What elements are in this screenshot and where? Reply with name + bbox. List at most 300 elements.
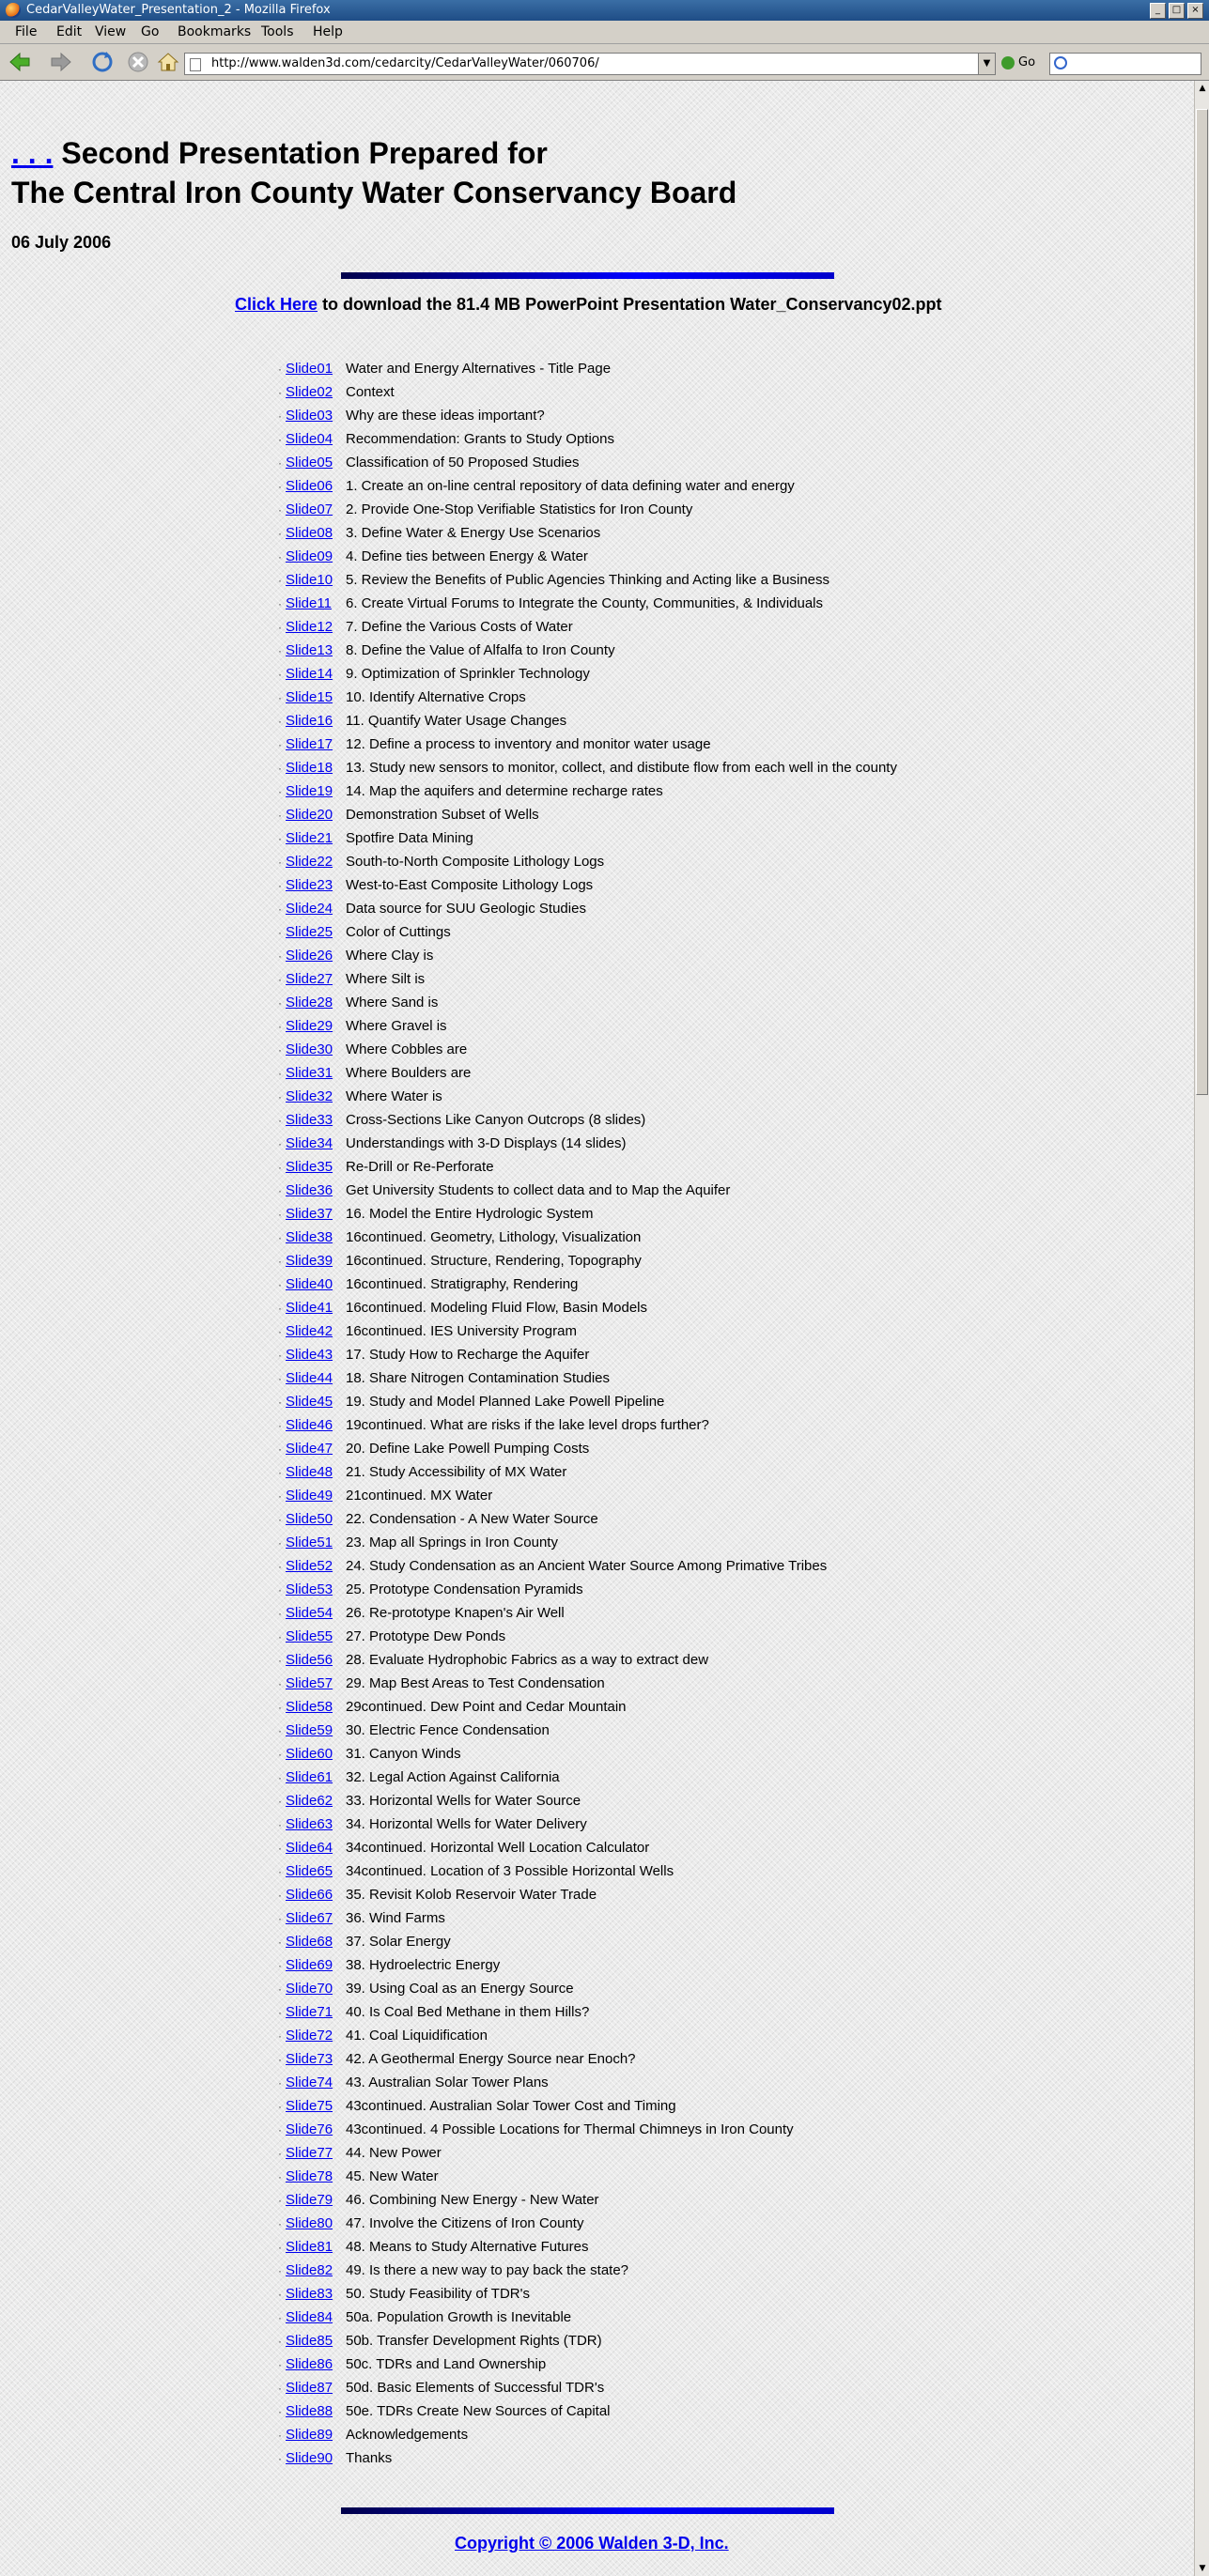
slide-link[interactable]: Slide38 (286, 1229, 333, 1245)
slide-title: 27. Prototype Dew Ponds (346, 1628, 506, 1644)
slide-link[interactable]: Slide09 (286, 548, 333, 564)
slide-link[interactable]: Slide21 (286, 830, 333, 846)
slide-link[interactable]: Slide19 (286, 783, 333, 799)
bullet-icon: · (278, 1466, 282, 1479)
bullet-icon: · (278, 1372, 282, 1385)
bullet-icon: · (278, 809, 282, 822)
home-icon[interactable] (156, 50, 180, 74)
list-item (278, 1719, 897, 1742)
bullet-icon: · (278, 1325, 282, 1338)
slide-title: 38. Hydroelectric Energy (346, 1957, 501, 1973)
bullet-icon: · (278, 1630, 282, 1643)
slide-title: 48. Means to Study Alternative Futures (346, 2239, 589, 2255)
list-item (278, 2212, 897, 2235)
list-item (278, 1014, 897, 1038)
slide-link[interactable]: Slide25 (286, 924, 333, 940)
slide-link[interactable]: Slide73 (286, 2051, 333, 2067)
slide-link[interactable]: Slide63 (286, 1816, 333, 1832)
slide-link[interactable]: Slide71 (286, 2004, 333, 2020)
list-item (278, 615, 897, 639)
scroll-up-icon[interactable]: ▲ (1199, 84, 1206, 93)
list-item (278, 662, 897, 686)
slide-link[interactable]: Slide62 (286, 1793, 333, 1809)
slide-title: South-to-North Composite Lithology Logs (346, 854, 605, 870)
slide-link[interactable]: Slide47 (286, 1441, 333, 1457)
bullet-icon: · (278, 1560, 282, 1573)
list-item (278, 686, 897, 709)
slide-link[interactable]: Slide83 (286, 2286, 333, 2302)
slide-title: 34continued. Horizontal Well Location Calculator (346, 1840, 650, 1856)
list-item (278, 2376, 897, 2399)
slide-link[interactable]: Slide01 (286, 361, 333, 377)
slide-link[interactable]: Slide57 (286, 1675, 333, 1691)
slide-title: Where Silt is (346, 971, 426, 987)
slide-title: 34continued. Location of 3 Possible Horizontal Wells (346, 1863, 674, 1879)
slide-link[interactable]: Slide24 (286, 901, 333, 917)
slide-title: 1. Create an on-line central repository of data defining water and energy (346, 478, 795, 494)
address-url[interactable]: http://www.walden3d.com/cedarcity/CedarValleyWater/060706/ (211, 56, 599, 70)
slide-link[interactable]: Slide86 (286, 2356, 333, 2372)
slide-link[interactable]: Slide07 (286, 501, 333, 517)
list-item (278, 2423, 897, 2446)
go-button[interactable] (1001, 53, 1035, 73)
slide-title: 31. Canyon Winds (346, 1746, 461, 1762)
slide-link[interactable]: Slide41 (286, 1300, 333, 1316)
slide-title: Thanks (346, 2450, 393, 2466)
bullet-icon: · (278, 1396, 282, 1409)
slide-link[interactable]: Slide44 (286, 1370, 333, 1386)
slide-link[interactable]: Slide11 (286, 595, 332, 611)
slide-link[interactable]: Slide43 (286, 1347, 333, 1363)
list-item (278, 1038, 897, 1061)
bullet-icon: · (278, 949, 282, 963)
bullet-icon: · (278, 2100, 282, 2113)
slide-link[interactable]: Slide31 (286, 1065, 333, 1081)
bullet-icon: · (278, 1067, 282, 1080)
slide-link[interactable]: Slide52 (286, 1558, 333, 1574)
slide-link[interactable]: Slide42 (286, 1323, 333, 1339)
copyright-link[interactable]: Copyright © 2006 Walden 3-D, Inc. (455, 2534, 729, 2553)
menu-edit[interactable]: Edit (56, 24, 83, 39)
slide-link[interactable]: Slide12 (286, 619, 333, 635)
menu-bookmarks[interactable]: Bookmarks (178, 24, 252, 39)
bullet-icon: · (278, 1654, 282, 1667)
slide-link[interactable]: Slide59 (286, 1722, 333, 1738)
scrollbar-thumb[interactable] (1196, 109, 1208, 1095)
list-item (278, 1179, 897, 1202)
slide-link[interactable]: Slide89 (286, 2427, 333, 2443)
slide-title: 39. Using Coal as an Energy Source (346, 1981, 574, 1997)
bullet-icon: · (278, 1583, 282, 1597)
slide-link[interactable]: Slide49 (286, 1488, 333, 1504)
slide-link[interactable]: Slide17 (286, 736, 333, 752)
slide-link[interactable]: Slide70 (286, 1981, 333, 1997)
bullet-icon: · (278, 973, 282, 986)
slide-link[interactable]: Slide39 (286, 1253, 333, 1269)
bullet-icon: · (278, 574, 282, 587)
slide-title: 45. New Water (346, 2168, 439, 2184)
bullet-icon: · (278, 621, 282, 634)
slide-link[interactable]: Slide61 (286, 1769, 333, 1785)
list-item (278, 1343, 897, 1366)
slide-title: Where Water is (346, 1088, 442, 1104)
menu-view[interactable]: View (95, 24, 127, 39)
bottom-divider (341, 2507, 834, 2514)
bullet-icon: · (278, 2311, 282, 2324)
slide-title: Color of Cuttings (346, 924, 451, 940)
slide-link[interactable]: Slide23 (286, 877, 333, 893)
list-item (278, 2141, 897, 2165)
slide-link[interactable]: Slide56 (286, 1652, 333, 1668)
slide-link[interactable]: Slide15 (286, 689, 333, 705)
slide-title: 43continued. Australian Solar Tower Cost and Timing (346, 2098, 676, 2114)
list-item (278, 1460, 897, 1484)
slide-link[interactable]: Slide85 (286, 2333, 333, 2349)
bullet-icon: · (278, 2194, 282, 2207)
list-item (278, 2094, 897, 2118)
firefox-icon (6, 3, 21, 18)
slide-link[interactable]: Slide33 (286, 1112, 333, 1128)
bullet-icon: · (278, 1536, 282, 1550)
list-item (278, 1226, 897, 1249)
bullet-icon: · (278, 2029, 282, 2043)
slide-link[interactable]: Slide58 (286, 1699, 333, 1715)
page-title (11, 133, 736, 212)
slide-link[interactable]: Slide30 (286, 1041, 333, 1057)
slide-link[interactable]: Slide37 (286, 1206, 333, 1222)
slide-title: 16. Model the Entire Hydrologic System (346, 1206, 594, 1222)
list-item (278, 404, 897, 427)
bullet-icon: · (278, 1137, 282, 1150)
slide-link[interactable]: Slide55 (286, 1628, 333, 1644)
list-item (278, 1108, 897, 1132)
vertical-scrollbar[interactable] (1194, 81, 1209, 2576)
list-item (278, 2118, 897, 2141)
slide-link[interactable]: Slide88 (286, 2403, 333, 2419)
slide-link[interactable]: Slide27 (286, 971, 333, 987)
list-item (278, 733, 897, 756)
slide-link[interactable]: Slide28 (286, 995, 333, 1010)
slide-title: 16continued. Stratigraphy, Rendering (346, 1276, 579, 1292)
slide-title: 35. Revisit Kolob Reservoir Water Trade (346, 1887, 597, 1903)
slide-link[interactable]: Slide53 (286, 1581, 333, 1597)
list-item (278, 451, 897, 474)
list-item (278, 1413, 897, 1437)
slide-title: 43. Australian Solar Tower Plans (346, 2075, 549, 2090)
slide-title: 20. Define Lake Powell Pumping Costs (346, 1441, 590, 1457)
slide-link[interactable]: Slide76 (286, 2121, 333, 2137)
list-item (278, 2047, 897, 2071)
list-item (278, 2352, 897, 2376)
slide-link[interactable]: Slide34 (286, 1135, 333, 1151)
slide-link[interactable]: Slide51 (286, 1535, 333, 1550)
bullet-icon: · (278, 2452, 282, 2465)
bullet-icon: · (278, 409, 282, 423)
slide-link[interactable]: Slide80 (286, 2215, 333, 2231)
list-item (278, 2399, 897, 2423)
bullet-icon: · (278, 1090, 282, 1103)
maximize-icon[interactable]: □ (1169, 3, 1185, 19)
bullet-icon: · (278, 902, 282, 916)
address-bar[interactable] (184, 53, 986, 75)
bullet-icon: · (278, 2006, 282, 2019)
slide-link[interactable]: Slide29 (286, 1018, 333, 1034)
page-icon (190, 58, 201, 71)
slide-title: 36. Wind Farms (346, 1910, 445, 1926)
slide-title: Water and Energy Alternatives - Title Page (346, 361, 612, 377)
search-input[interactable] (1049, 53, 1201, 75)
slide-link[interactable]: Slide50 (286, 1511, 333, 1527)
menu-file[interactable]: File (15, 24, 38, 39)
slide-link[interactable]: Slide05 (286, 455, 333, 470)
bullet-icon: · (278, 2217, 282, 2230)
slide-link[interactable]: Slide04 (286, 431, 333, 447)
slide-title: 43continued. 4 Possible Locations for Thermal Chimneys in Iron County (346, 2121, 794, 2137)
heading-link[interactable]: . . . (11, 136, 54, 170)
download-text: to download the 81.4 MB PowerPoint Presentation Water_Conservancy02.ppt (318, 295, 942, 314)
slide-link[interactable]: Slide72 (286, 2028, 333, 2044)
list-item (278, 2259, 897, 2282)
slide-link[interactable]: Slide48 (286, 1464, 333, 1480)
slide-title: 50e. TDRs Create New Sources of Capital (346, 2403, 611, 2419)
bullet-icon: · (278, 362, 282, 376)
slide-title: 34. Horizontal Wells for Water Delivery (346, 1816, 587, 1832)
list-item (278, 1789, 897, 1812)
slide-title: Understandings with 3-D Displays (14 slides) (346, 1135, 627, 1151)
slide-title: Acknowledgements (346, 2427, 469, 2443)
download-link[interactable]: Click Here (235, 295, 318, 314)
list-item (278, 568, 897, 592)
slide-list (278, 357, 897, 2470)
list-item (278, 1977, 897, 2000)
list-item (278, 1390, 897, 1413)
slide-title: 11. Quantify Water Usage Changes (346, 713, 567, 729)
bullet-icon: · (278, 1795, 282, 1808)
slide-title: Cross-Sections Like Canyon Outcrops (8 slides) (346, 1112, 646, 1128)
slide-link[interactable]: Slide02 (286, 384, 333, 400)
list-item (278, 474, 897, 498)
slide-link[interactable]: Slide14 (286, 666, 333, 682)
bullet-icon: · (278, 1677, 282, 1690)
bullet-icon: · (278, 1442, 282, 1456)
bullet-icon: · (278, 926, 282, 939)
slide-title: 21. Study Accessibility of MX Water (346, 1464, 567, 1480)
slide-title: Recommendation: Grants to Study Options (346, 431, 614, 447)
bullet-icon: · (278, 2358, 282, 2371)
slide-link[interactable]: Slide82 (286, 2262, 333, 2278)
list-item (278, 357, 897, 380)
heading-line1: Second Presentation Prepared for (53, 136, 548, 170)
bullet-icon: · (278, 1701, 282, 1714)
bullet-icon: · (278, 1161, 282, 1174)
menu-bar (0, 21, 1209, 44)
slide-link[interactable]: Slide74 (286, 2075, 333, 2090)
list-item (278, 1273, 897, 1296)
slide-title: Context (346, 384, 395, 400)
slide-title: 30. Electric Fence Condensation (346, 1722, 550, 1738)
slide-title: 22. Condensation - A New Water Source (346, 1511, 598, 1527)
slide-link[interactable]: Slide36 (286, 1182, 333, 1198)
bullet-icon: · (278, 2382, 282, 2395)
navigation-toolbar (0, 44, 1209, 81)
slide-link[interactable]: Slide16 (286, 713, 333, 729)
bullet-icon: · (278, 1842, 282, 1855)
bullet-icon: · (278, 832, 282, 845)
list-item (278, 1648, 897, 1672)
slide-link[interactable]: Slide35 (286, 1159, 333, 1175)
reload-icon[interactable] (90, 50, 115, 74)
bullet-icon: · (278, 996, 282, 1010)
list-item (278, 709, 897, 733)
bullet-icon: · (278, 1748, 282, 1761)
scroll-down-icon[interactable]: ▼ (1199, 2564, 1206, 2573)
slide-link[interactable]: Slide08 (286, 525, 333, 541)
close-icon[interactable]: × (1187, 3, 1203, 19)
slide-title: 8. Define the Value of Alfalfa to Iron County (346, 642, 615, 658)
chevron-down-icon[interactable]: ▼ (978, 53, 996, 75)
list-item (278, 826, 897, 850)
list-item (278, 1953, 897, 1977)
window-titlebar[interactable] (0, 0, 1209, 21)
list-item (278, 967, 897, 991)
forward-arrow-icon[interactable] (49, 50, 73, 74)
slide-link[interactable]: Slide79 (286, 2192, 333, 2208)
list-item (278, 521, 897, 545)
bullet-icon: · (278, 2170, 282, 2183)
slide-link[interactable]: Slide87 (286, 2380, 333, 2396)
slide-link[interactable]: Slide65 (286, 1863, 333, 1879)
menu-tools[interactable]: Tools (261, 24, 294, 39)
slide-title: 14. Map the aquifers and determine recharge rates (346, 783, 663, 799)
slide-link[interactable]: Slide78 (286, 2168, 333, 2184)
bullet-icon: · (278, 738, 282, 751)
back-arrow-icon[interactable] (8, 50, 32, 74)
slide-title: 7. Define the Various Costs of Water (346, 619, 573, 635)
list-item (278, 592, 897, 615)
slide-link[interactable]: Slide03 (286, 408, 333, 424)
list-item (278, 1061, 897, 1085)
bullet-icon: · (278, 1959, 282, 1972)
slide-title: Re-Drill or Re-Perforate (346, 1159, 494, 1175)
slide-title: 47. Involve the Citizens of Iron County (346, 2215, 584, 2231)
list-item (278, 1366, 897, 1390)
bullet-icon: · (278, 2053, 282, 2066)
slide-link[interactable]: Slide67 (286, 1910, 333, 1926)
list-item (278, 1484, 897, 1507)
bullet-icon: · (278, 550, 282, 563)
slide-link[interactable]: Slide75 (286, 2098, 333, 2114)
bullet-icon: · (278, 644, 282, 657)
list-item (278, 1507, 897, 1531)
slide-link[interactable]: Slide90 (286, 2450, 333, 2466)
slide-link[interactable]: Slide68 (286, 1934, 333, 1950)
list-item (278, 2235, 897, 2259)
bullet-icon: · (278, 597, 282, 610)
list-item (278, 2329, 897, 2352)
slide-title: Spotfire Data Mining (346, 830, 473, 846)
stop-icon[interactable] (126, 50, 150, 74)
bullet-icon: · (278, 856, 282, 869)
slide-title: 16continued. Geometry, Lithology, Visualization (346, 1229, 642, 1245)
slide-title: 42. A Geothermal Energy Source near Enoch? (346, 2051, 636, 2067)
slide-link[interactable]: Slide54 (286, 1605, 333, 1621)
list-item (278, 873, 897, 897)
menu-help[interactable]: Help (313, 24, 343, 39)
slide-link[interactable]: Slide46 (286, 1417, 333, 1433)
slide-title: 28. Evaluate Hydrophobic Fabrics as a way to extract dew (346, 1652, 709, 1668)
list-item (278, 1132, 897, 1155)
slide-title: 16continued. Structure, Rendering, Topography (346, 1253, 642, 1269)
heading-line2: The Central Iron County Water Conservancy Board (11, 176, 737, 209)
slide-link[interactable]: Slide13 (286, 642, 333, 658)
slide-title: 4. Define ties between Energy & Water (346, 548, 588, 564)
slide-link[interactable]: Slide32 (286, 1088, 333, 1104)
slide-link[interactable]: Slide84 (286, 2309, 333, 2325)
bullet-icon: · (278, 1513, 282, 1526)
slide-link[interactable]: Slide18 (286, 760, 333, 776)
slide-title: Where Boulders are (346, 1065, 472, 1081)
list-item (278, 2000, 897, 2024)
minimize-icon[interactable]: _ (1150, 3, 1166, 19)
bullet-icon: · (278, 715, 282, 728)
slide-link[interactable]: Slide60 (286, 1746, 333, 1762)
slide-title: 32. Legal Action Against California (346, 1769, 560, 1785)
bullet-icon: · (278, 691, 282, 704)
list-item (278, 1766, 897, 1789)
slide-title: Get University Students to collect data and to Map the Aquifer (346, 1182, 731, 1198)
bullet-icon: · (278, 1349, 282, 1362)
bullet-icon: · (278, 1419, 282, 1432)
slide-title: 29continued. Dew Point and Cedar Mountain (346, 1699, 627, 1715)
slide-link[interactable]: Slide69 (286, 1957, 333, 1973)
bullet-icon: · (278, 1043, 282, 1057)
slide-title: 46. Combining New Energy - New Water (346, 2192, 599, 2208)
slide-link[interactable]: Slide06 (286, 478, 333, 494)
slide-link[interactable]: Slide81 (286, 2239, 333, 2255)
list-item (278, 1155, 897, 1179)
list-item (278, 803, 897, 826)
bullet-icon: · (278, 480, 282, 493)
bullet-icon: · (278, 1278, 282, 1291)
slide-link[interactable]: Slide10 (286, 572, 333, 588)
slide-title: Why are these ideas important? (346, 408, 545, 424)
slide-title: 19continued. What are risks if the lake level drops further? (346, 1417, 709, 1433)
slide-link[interactable]: Slide64 (286, 1840, 333, 1856)
slide-link[interactable]: Slide22 (286, 854, 333, 870)
slide-title: 50a. Population Growth is Inevitable (346, 2309, 572, 2325)
bullet-icon: · (278, 1489, 282, 1503)
bullet-icon: · (278, 1724, 282, 1737)
menu-go[interactable]: Go (141, 24, 160, 39)
list-item (278, 1319, 897, 1343)
slide-title: West-to-East Composite Lithology Logs (346, 877, 594, 893)
bullet-icon: · (278, 2123, 282, 2136)
bullet-icon: · (278, 2264, 282, 2277)
list-item (278, 2024, 897, 2047)
slide-title: 50b. Transfer Development Rights (TDR) (346, 2333, 602, 2349)
list-item (278, 498, 897, 521)
slide-title: 44. New Power (346, 2145, 442, 2161)
slide-title: Demonstration Subset of Wells (346, 807, 539, 823)
bullet-icon: · (278, 1114, 282, 1127)
slide-link[interactable]: Slide45 (286, 1394, 333, 1410)
slide-title: 41. Coal Liquidification (346, 2028, 488, 2044)
slide-link[interactable]: Slide40 (286, 1276, 333, 1292)
slide-link[interactable]: Slide66 (286, 1887, 333, 1903)
slide-link[interactable]: Slide20 (286, 807, 333, 823)
slide-link[interactable]: Slide77 (286, 2145, 333, 2161)
slide-link[interactable]: Slide26 (286, 948, 333, 964)
